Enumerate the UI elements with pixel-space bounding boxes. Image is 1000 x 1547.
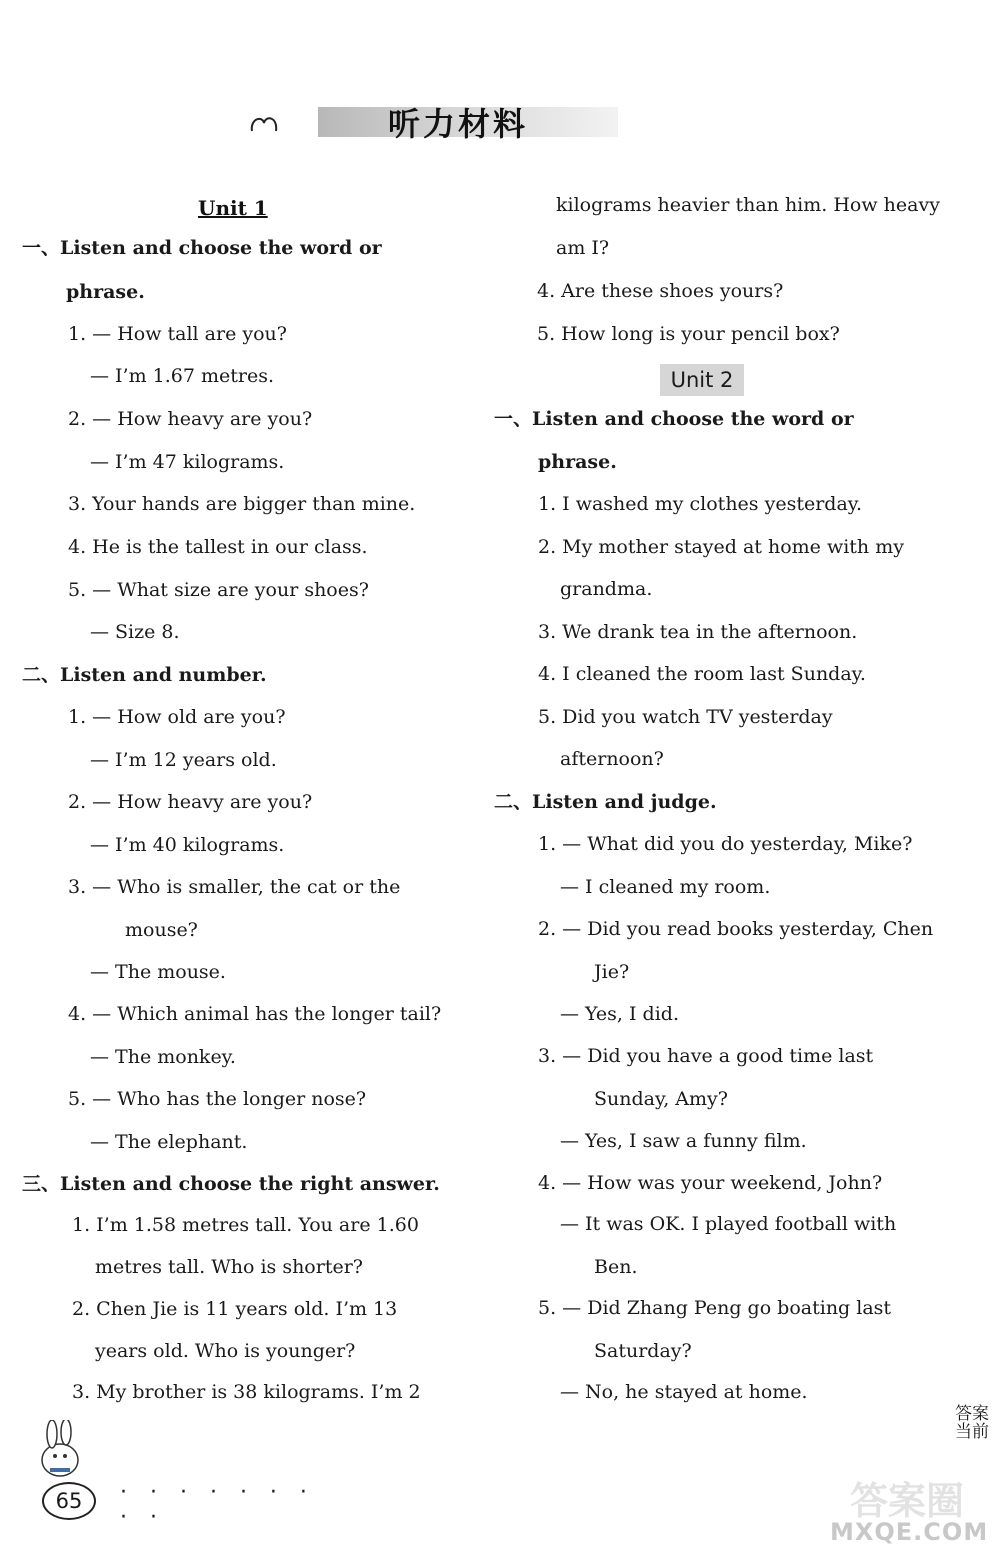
text-line: 4. He is the tallest in our class. bbox=[68, 536, 368, 558]
text-line: 3. We drank tea in the afternoon. bbox=[538, 621, 858, 643]
text-line: — The elephant. bbox=[90, 1131, 248, 1153]
text-line: kilograms heavier than him. How heavy bbox=[556, 194, 940, 216]
section-heading: 二、Listen and number. bbox=[22, 664, 267, 686]
text-line: Ben. bbox=[594, 1256, 638, 1278]
section-heading: phrase. bbox=[66, 281, 145, 303]
section-heading: 二、Listen and judge. bbox=[494, 791, 717, 813]
rabbit-mascot-icon bbox=[30, 1420, 90, 1482]
text-line: grandma. bbox=[560, 578, 653, 600]
text-line: — It was OK. I played football with bbox=[560, 1213, 897, 1235]
text-line: — I cleaned my room. bbox=[560, 876, 771, 898]
text-line: — I’m 1.67 metres. bbox=[90, 365, 274, 387]
text-line: 3. — Did you have a good time last bbox=[538, 1045, 874, 1067]
text-line: 3. Your hands are bigger than mine. bbox=[68, 493, 416, 515]
text-line: Sunday, Amy? bbox=[594, 1088, 728, 1110]
page-footer bbox=[20, 1400, 320, 1530]
unit2-heading: Unit 2 bbox=[660, 364, 744, 396]
text-line: am I? bbox=[556, 237, 610, 259]
text-line: — I’m 12 years old. bbox=[90, 749, 277, 771]
section-heading: 一、Listen and choose the word or bbox=[22, 237, 382, 259]
text-line: — Yes, I did. bbox=[560, 1003, 679, 1025]
text-line: — The mouse. bbox=[90, 961, 226, 983]
text-line: 1. — What did you do yesterday, Mike? bbox=[538, 833, 913, 855]
text-line: 5. — Who has the longer nose? bbox=[68, 1088, 367, 1110]
text-line: — Size 8. bbox=[90, 621, 180, 643]
text-line: Jie? bbox=[594, 961, 630, 983]
text-line: 5. Did you watch TV yesterday bbox=[538, 706, 833, 728]
text-line: 4. I cleaned the room last Sunday. bbox=[538, 663, 866, 685]
text-line: 1. I’m 1.58 metres tall. You are 1.60 bbox=[72, 1214, 419, 1236]
text-line: — The monkey. bbox=[90, 1046, 236, 1068]
text-line: 5. How long is your pencil box? bbox=[537, 323, 840, 345]
side-tab-label: 答案当前 bbox=[955, 1404, 989, 1442]
section-heading: 一、Listen and choose the word or bbox=[494, 408, 854, 430]
text-line: mouse? bbox=[125, 919, 198, 941]
text-line: 2. — Did you read books yesterday, Chen bbox=[538, 918, 934, 940]
watermark-logo: 答案圈 bbox=[850, 1479, 965, 1523]
unit1-heading: Unit 1 bbox=[198, 196, 268, 220]
text-line: 4. — How was your weekend, John? bbox=[538, 1172, 883, 1194]
text-line: 1. — How tall are you? bbox=[68, 323, 287, 345]
text-line: 2. — How heavy are you? bbox=[68, 408, 313, 430]
text-line: 1. — How old are you? bbox=[68, 706, 286, 728]
text-line: Saturday? bbox=[594, 1340, 692, 1362]
footer-dots: · · · · · · · · · bbox=[120, 1480, 315, 1530]
text-line: 2. My mother stayed at home with my bbox=[538, 536, 904, 558]
section-heading: 三、Listen and choose the right answer. bbox=[22, 1173, 440, 1195]
watermark bbox=[820, 1470, 1000, 1547]
text-line: 4. — Which animal has the longer tail? bbox=[68, 1003, 442, 1025]
text-line: — I’m 47 kilograms. bbox=[90, 451, 285, 473]
section-heading: phrase. bbox=[538, 451, 617, 473]
text-line: 3. — Who is smaller, the cat or the bbox=[68, 876, 401, 898]
text-line: 5. — What size are your shoes? bbox=[68, 579, 369, 601]
page-title: 听力材料 bbox=[388, 105, 529, 143]
page-header bbox=[248, 95, 628, 155]
page-number: 65 bbox=[42, 1482, 96, 1520]
watermark-text: MXQE.COM bbox=[830, 1518, 989, 1546]
text-line: afternoon? bbox=[560, 748, 664, 770]
text-line: 2. — How heavy are you? bbox=[68, 791, 313, 813]
text-line: — Yes, I saw a funny film. bbox=[560, 1130, 807, 1152]
text-line: 4. Are these shoes yours? bbox=[537, 280, 784, 302]
text-line: 3. My brother is 38 kilograms. I’m 2 bbox=[72, 1381, 421, 1403]
text-line: 2. Chen Jie is 11 years old. I’m 13 bbox=[72, 1298, 398, 1320]
text-line: — I’m 40 kilograms. bbox=[90, 834, 285, 856]
text-line: — No, he stayed at home. bbox=[560, 1381, 808, 1403]
text-line: years old. Who is younger? bbox=[95, 1340, 356, 1362]
decorative-swirl-icon bbox=[248, 109, 282, 137]
text-line: 5. — Did Zhang Peng go boating last bbox=[538, 1297, 892, 1319]
text-line: metres tall. Who is shorter? bbox=[95, 1256, 363, 1278]
text-line: 1. I washed my clothes yesterday. bbox=[538, 493, 863, 515]
